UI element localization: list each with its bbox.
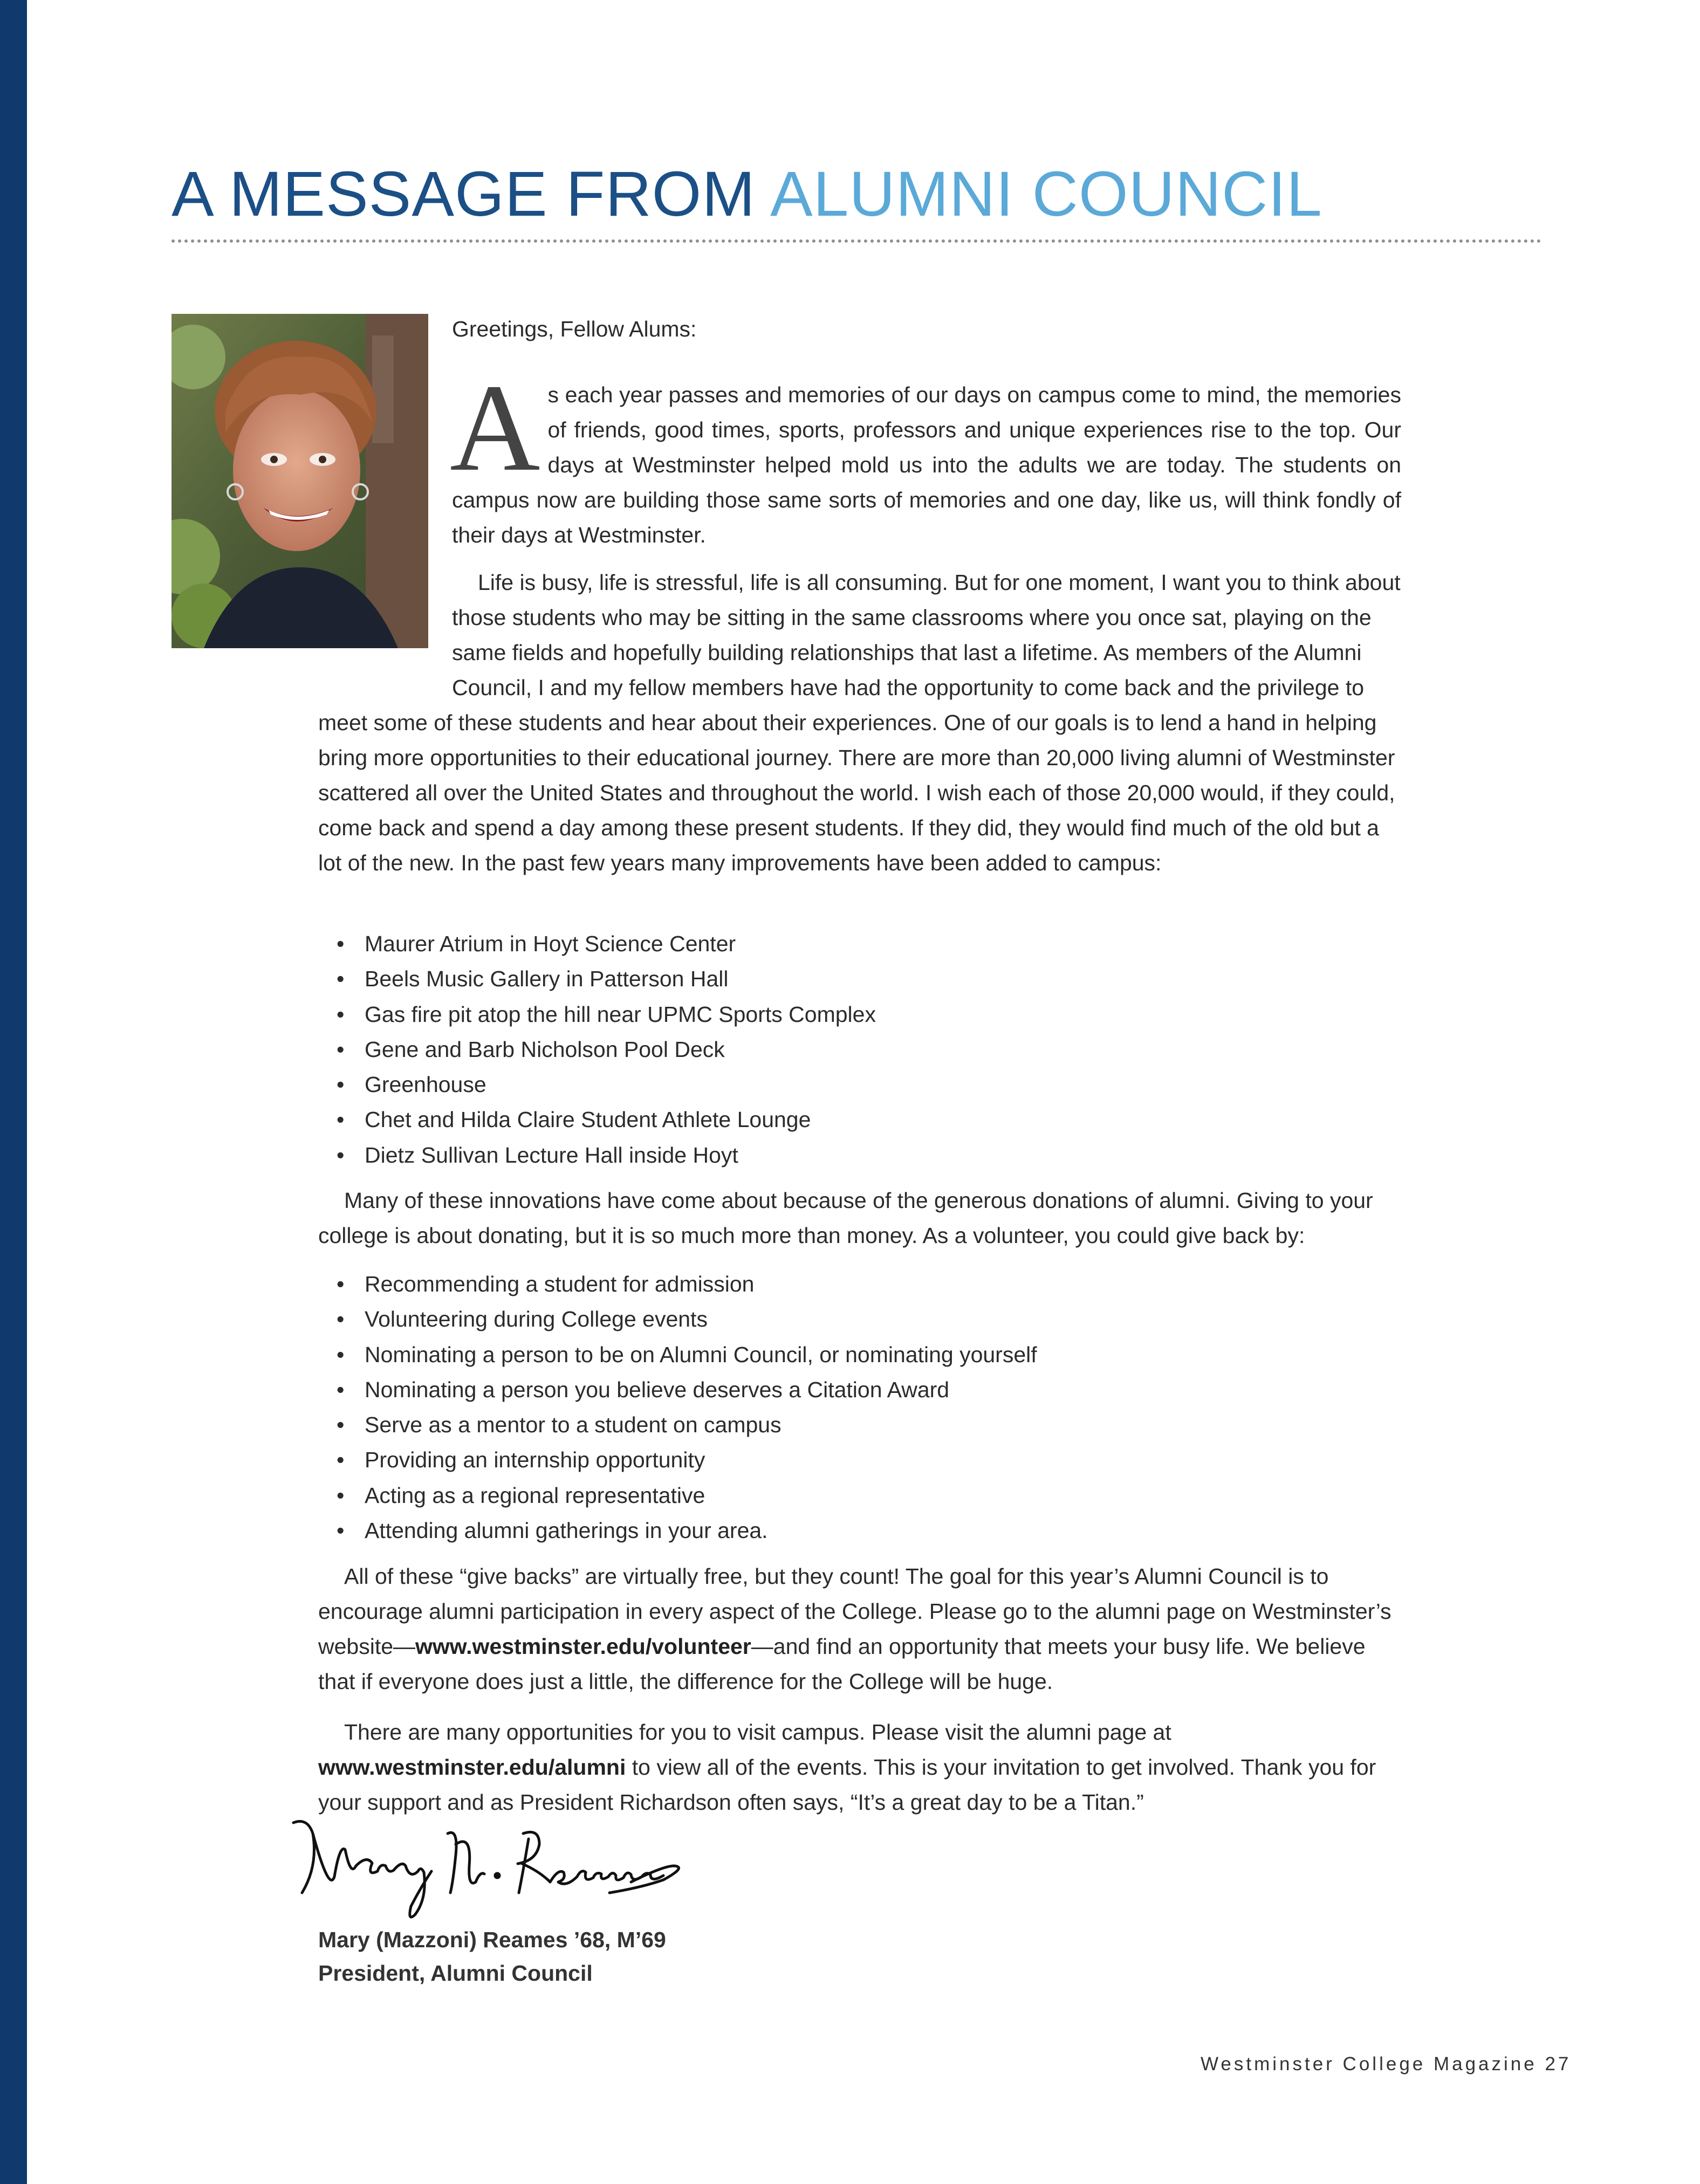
paragraph-4-text-a: All of these “give backs” are virtually free, but they count! The goal for this year’s Alumni Council is to encourage alumni participation in every aspect of the College. Please go to the alumni page on Westminster’s website— bbox=[318, 1564, 1391, 1659]
signer-title: President, Alumni Council bbox=[318, 1961, 593, 1986]
list-item: • Nominating a person to be on Alumni Council, or nominating yourself bbox=[333, 1337, 1037, 1372]
list-item: • Attending alumni gatherings in your area. bbox=[333, 1513, 1037, 1548]
signer-block bbox=[318, 1923, 666, 1990]
title-part-1: A MESSAGE FROM bbox=[172, 159, 756, 230]
campus-improvements-list bbox=[333, 926, 876, 1173]
page-title bbox=[172, 156, 1322, 232]
title-part-2: ALUMNI COUNCIL bbox=[770, 159, 1322, 230]
paragraph-5-text-a: There are many opportunities for you to visit campus. Please visit the alumni page at bbox=[344, 1720, 1171, 1745]
list-item: • Serve as a mentor to a student on campus bbox=[333, 1407, 1037, 1443]
letter-paragraph-3 bbox=[318, 1183, 1402, 1253]
list-item: • Chet and Hilda Claire Student Athlete Lounge bbox=[333, 1102, 876, 1137]
page-spine-bar bbox=[0, 0, 27, 2184]
letter-paragraph-1 bbox=[450, 359, 1401, 553]
list-item: • Acting as a regional representative bbox=[333, 1478, 1037, 1513]
list-item: • Providing an internship opportunity bbox=[333, 1443, 1037, 1478]
signer-name: Mary (Mazzoni) Reames ’68, M’69 bbox=[318, 1927, 666, 1952]
handwritten-signature bbox=[286, 1812, 696, 1925]
paragraph-5-text-b: to view all of the events. This is your invitation to get involved. Thank you for your support and as President Richardson often says, “It’s a great day to be a Titan.” bbox=[318, 1755, 1376, 1815]
list-item: • Recommending a student for admission bbox=[333, 1267, 1037, 1302]
list-item: • Beels Music Gallery in Patterson Hall bbox=[333, 961, 876, 997]
letter-paragraph-5 bbox=[318, 1715, 1402, 1820]
list-item: • Maurer Atrium in Hoyt Science Center bbox=[333, 926, 876, 961]
paragraph-1-text: s each year passes and memories of our days on campus come to mind, the memories of friends, good times, sports, professors and unique experiences rise to the top. Our days at Westminster helped mold us into the adults we are today. The students on campus now are building those same sorts of memories and one day, like us, will think fondly of their days at Westminster. bbox=[452, 382, 1401, 547]
letter-greeting: Greetings, Fellow Alums: bbox=[452, 317, 697, 341]
title-dotted-rule bbox=[172, 239, 1541, 243]
drop-cap-letter: A bbox=[450, 359, 540, 497]
page-footer: Westminster College Magazine 27 bbox=[1201, 2053, 1572, 2075]
alumni-link[interactable]: www.westminster.edu/alumni bbox=[318, 1755, 626, 1780]
letter-paragraph-4 bbox=[318, 1559, 1402, 1699]
list-item: • Dietz Sullivan Lecture Hall inside Hoyt bbox=[333, 1138, 876, 1173]
volunteer-link[interactable]: www.westminster.edu/volunteer bbox=[415, 1634, 751, 1659]
paragraph-4-text-b: —and find an opportunity that meets your busy life. We believe that if everyone does just a little, the difference for the College will be huge. bbox=[318, 1634, 1366, 1694]
volunteer-ways-list bbox=[333, 1267, 1037, 1548]
list-item: • Volunteering during College events bbox=[333, 1302, 1037, 1337]
list-item: • Nominating a person you believe deserves a Citation Award bbox=[333, 1372, 1037, 1407]
paragraph-2-text: Life is busy, life is stressful, life is all consuming. But for one moment, I want you to think about those students who may be sitting in the same classrooms where you once sat, playing on the same fields and hopefully building relationships that last a lifetime. As members of the Alumni Council, I and my fellow members have had the opportunity to come back and the privilege to meet some of these students and hear about their experiences. One of our goals is to lend a hand in helping bring more opportunities to their educational journey. There are more than 20,000 living alumni of Westminster scattered all over the United States and throughout the world. I wish each of those 20,000 would, if they could, come back and spend a day among these present students. If they did, they would find much of the old but a lot of the new. In the past few years many improvements have been added to campus: bbox=[318, 570, 1401, 875]
paragraph-3-text: Many of these innovations have come about because of the generous donations of alumni. Giving to your college is about donating, but it is so much more than money. As a volunteer, you could give back by: bbox=[318, 1188, 1373, 1248]
list-item: • Gene and Barb Nicholson Pool Deck bbox=[333, 1032, 876, 1067]
letter-paragraph-2 bbox=[318, 565, 1402, 881]
list-item: • Gas fire pit atop the hill near UPMC Sports Complex bbox=[333, 997, 876, 1032]
list-item: • Greenhouse bbox=[333, 1067, 876, 1102]
